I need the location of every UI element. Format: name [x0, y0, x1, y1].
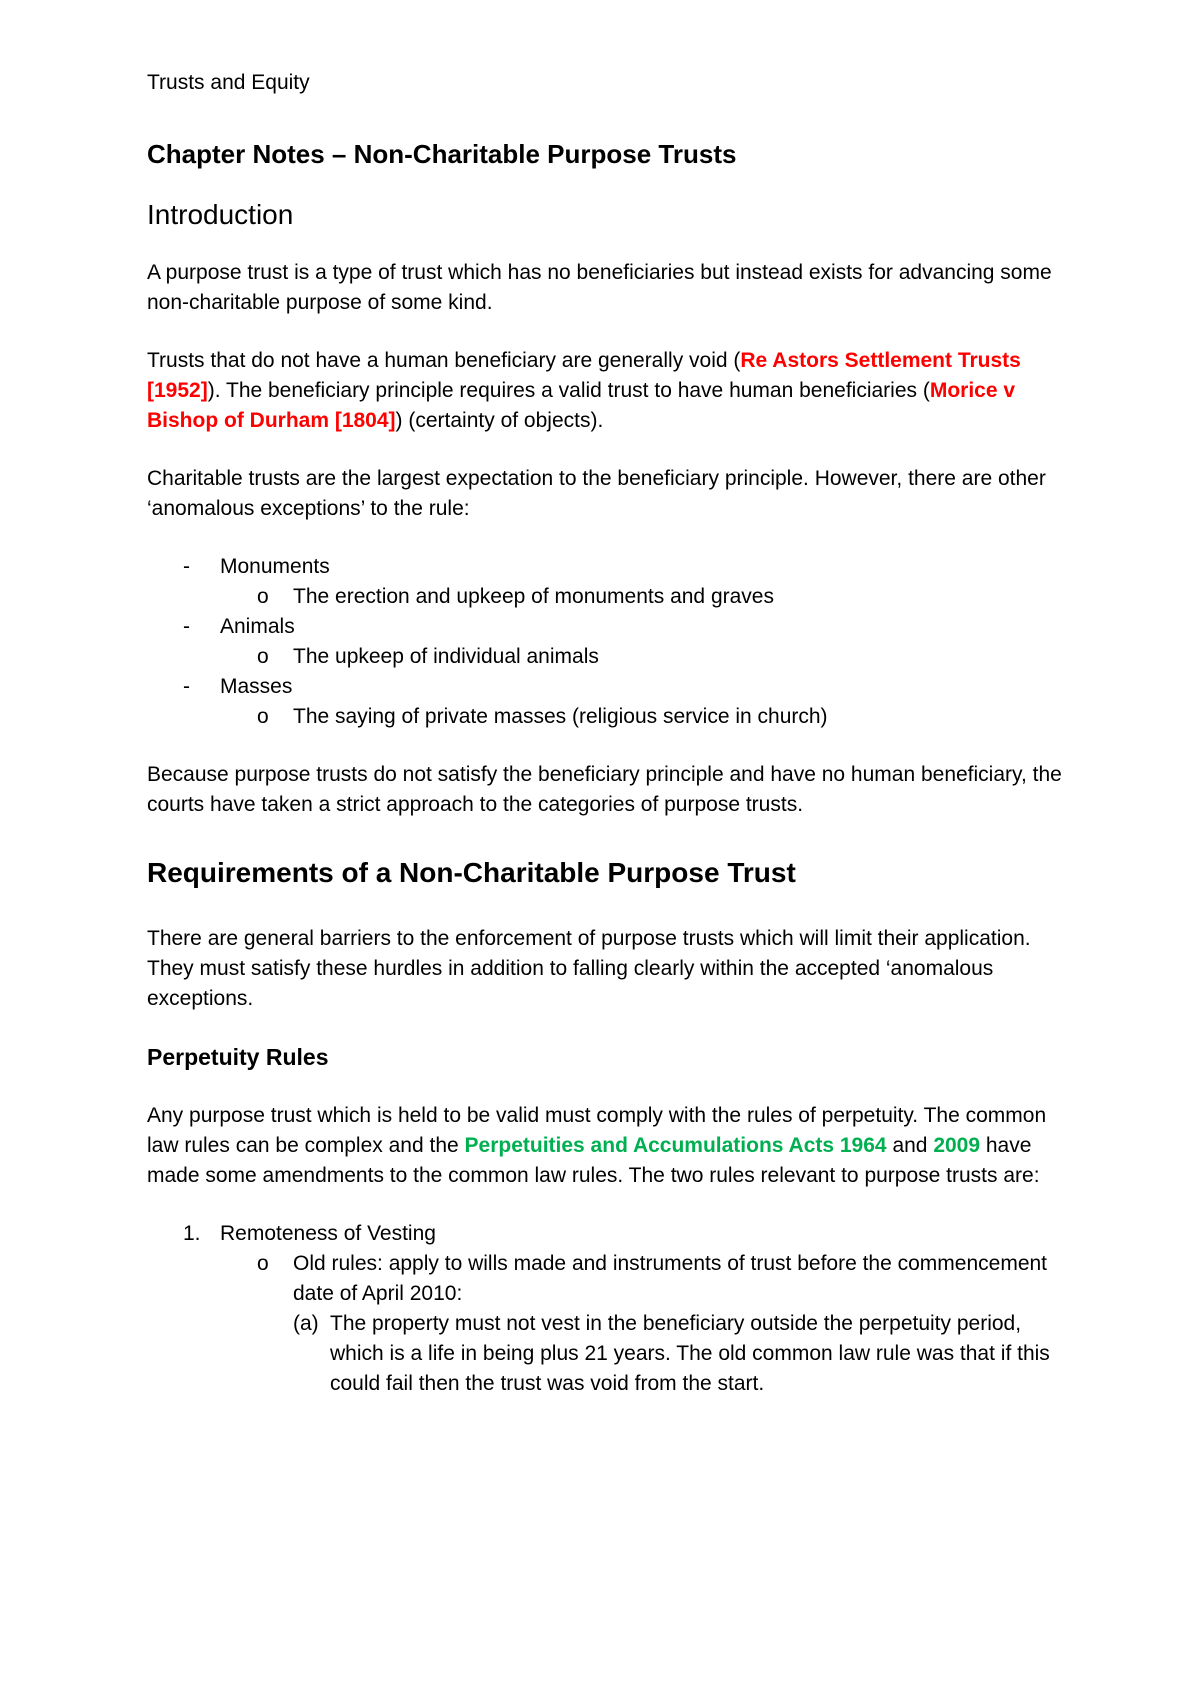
- alpha-marker: (a): [293, 1312, 319, 1336]
- exception-detail-text: The upkeep of individual animals: [293, 644, 599, 668]
- perpetuity-rules-list: [147, 1219, 1067, 1399]
- statute-citation-act-1964: Perpetuities and Accumulations Acts 1964: [464, 1134, 887, 1158]
- exception-sublist: [220, 702, 1067, 732]
- document-page: [147, 70, 1067, 1399]
- exception-sublist: [220, 582, 1067, 612]
- intro-paragraph-4: Because purpose trusts do not satisfy the beneficiary principle and have no human beneficiary, the courts have taken a strict approach to the categories of purpose trusts.: [147, 762, 1062, 816]
- requirements-paragraph-1: There are general barriers to the enforcement of purpose trusts which will limit their application. They must satisfy these hurdles in addition to falling clearly within the accepted ‘anomalous exceptions.: [147, 926, 1031, 1010]
- circle-marker: o: [257, 644, 269, 668]
- perpetuity-p1-text-a: Any purpose trust which is held to be valid must comply with the rules of perpetuity. The common law rules can be complex and the: [147, 1104, 1047, 1158]
- exception-item-animals: [147, 612, 1067, 672]
- exception-item-masses: [147, 672, 1067, 732]
- intro-paragraph-3: Charitable trusts are the largest expectation to the beneficiary principle. However, there are other ‘anomalous exceptions’ to the rule:: [147, 466, 1046, 520]
- dash-marker: -: [183, 614, 190, 638]
- rule-sublist: [220, 1249, 1067, 1399]
- intro-paragraph-1: A purpose trust is a type of trust which has no beneficiaries but instead exists for advancing some non-charitable purpose of some kind.: [147, 260, 1052, 314]
- exception-sublist: [220, 642, 1067, 672]
- intro-p2-text-c: ) (certainty of objects).: [395, 408, 604, 432]
- exceptions-list: [147, 552, 1067, 732]
- exception-detail-text: The erection and upkeep of monuments and graves: [293, 584, 774, 608]
- exception-detail: [220, 582, 1067, 612]
- dash-marker: -: [183, 554, 190, 578]
- exception-detail: [220, 642, 1067, 672]
- document-header: Trusts and Equity: [147, 71, 310, 94]
- rule-label: Remoteness of Vesting: [220, 1222, 436, 1246]
- perpetuity-rules-heading: Perpetuity Rules: [147, 1043, 329, 1070]
- sub-item-a: [293, 1309, 1067, 1399]
- exception-detail-text: The saying of private masses (religious service in church): [293, 704, 828, 728]
- sub-item-a-text: The property must not vest in the beneficiary outside the perpetuity period, which is a life in being plus 21 years. The old common law rule was that if this could fail then the trust was void from the start.: [330, 1312, 1050, 1396]
- introduction-heading: Introduction: [147, 199, 294, 231]
- exception-detail: [220, 702, 1067, 732]
- exception-label: Monuments: [220, 554, 330, 578]
- intro-p2-text-b: ). The beneficiary principle requires a valid trust to have human beneficiaries (: [207, 378, 930, 402]
- old-rules-item: [220, 1249, 1067, 1399]
- case-citation-re-astors: Re Astors Settlement Trusts [1952]: [147, 348, 1021, 402]
- case-citation-morice: Morice v Bishop of Durham [1804]: [147, 378, 1016, 432]
- circle-marker: o: [257, 1252, 269, 1276]
- dash-marker: -: [183, 674, 190, 698]
- old-rules-text: Old rules: apply to wills made and instruments of trust before the commencement date of April 2010:: [293, 1252, 1048, 1306]
- exception-item-monuments: [147, 552, 1067, 612]
- circle-marker: o: [257, 704, 269, 728]
- perpetuity-p1-text-c: have made some amendments to the common law rules. The two rules relevant to purpose trusts are:: [147, 1134, 1040, 1188]
- number-marker: 1.: [183, 1222, 201, 1246]
- chapter-title: Chapter Notes – Non-Charitable Purpose Trusts: [147, 139, 737, 170]
- perpetuity-paragraph-1: [147, 1101, 1067, 1191]
- exception-label: Masses: [220, 674, 293, 698]
- intro-p2-text-a: Trusts that do not have a human beneficiary are generally void (: [147, 348, 741, 372]
- statute-citation-2009: 2009: [933, 1134, 981, 1158]
- requirements-heading: Requirements of a Non-Charitable Purpose Trust: [147, 856, 796, 888]
- exception-label: Animals: [220, 614, 295, 638]
- rule-item-remoteness-of-vesting: [147, 1219, 1067, 1399]
- perpetuity-p1-text-b: and: [886, 1134, 934, 1158]
- circle-marker: o: [257, 584, 269, 608]
- intro-paragraph-2: [147, 346, 1067, 436]
